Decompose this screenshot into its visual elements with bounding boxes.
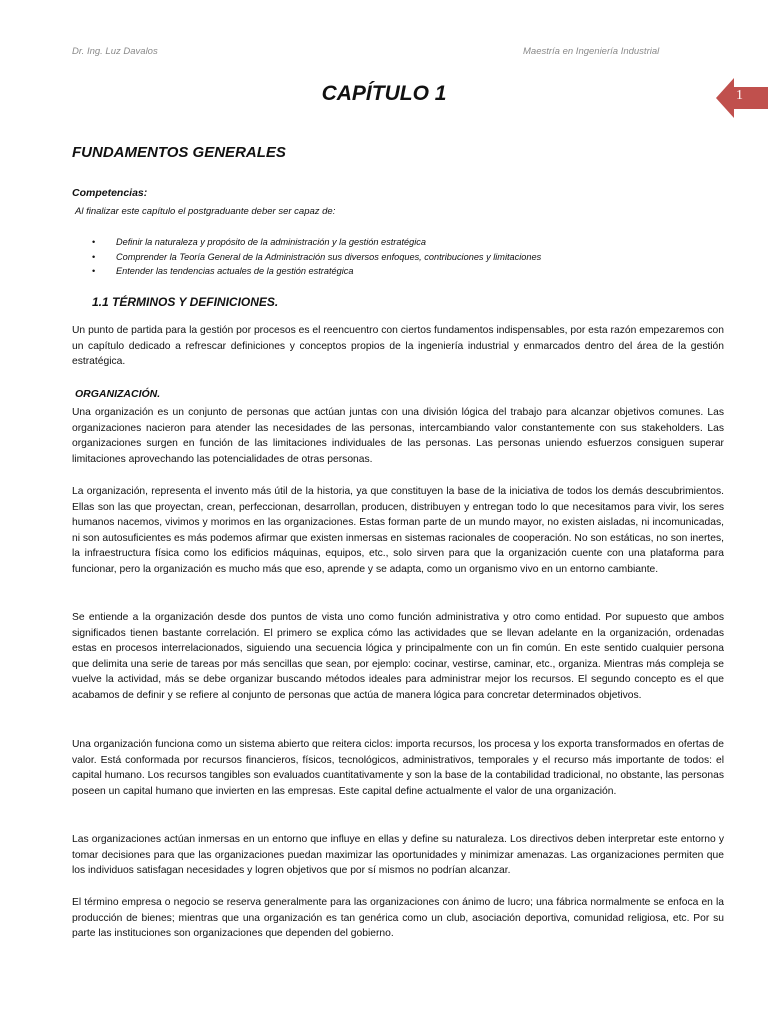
list-item: • Definir la naturaleza y propósito de la administración y la gestión estratégica bbox=[92, 235, 541, 250]
header-author: Dr. Ing. Luz Davalos bbox=[72, 46, 158, 57]
intro-paragraph: Un punto de partida para la gestión por procesos es el reencuentro con ciertos fundamentos indispensables, por esta razón empezaremos con un capítulo dedicado a refrescar definiciones y conceptos propios de la ingeniería industrial y enmarcados dentro del área de la gestión estratégica. bbox=[72, 325, 724, 367]
competencies-intro: Al finalizar este capítulo el postgraduante deber ser capaz de: bbox=[75, 206, 336, 217]
body-paragraph: Una organización es un conjunto de personas que actúan juntas con una división lógica del trabajo para alcanzar objetivos comunes. Las organizaciones nacieron para atender las necesidades de las personas, intercambiando valor constantemente con sus stakeholders. Las organizaciones surgen en función de las limitaciones individuales de las personas. Las personas uniendo esfuerzos consiguen superar limitaciones aprovechando las potencialidades de otras personas. bbox=[72, 407, 724, 465]
header-program: Maestría en Ingeniería Industrial bbox=[523, 46, 660, 57]
bullet-icon: • bbox=[92, 237, 96, 247]
body-paragraph: La organización, representa el invento más útil de la historia, ya que constituyen la base de la iniciativa de todos los demás descubrimientos. Ellas son las que proyectan, crean, perfeccionan, desarrollan, producen, distribuyen y entregan todo lo que necesitamos para vivir, los seres humanos nacemos, vivimos y morimos en las organizaciones. Estas forman parte de un mundo mayor, no existen aisladas, ni incomunicadas, ni son autosuficientes es más podemos afirmar que existen inmersas en sistemas racionales de cooperación. No son estáticas, no son inertes, la infraestructura física como los edificios máquinas, equipos, etc., solo sirven para que la organización cuente con una plataforma para funcionar, pero la organización es mucho más que eso, aprende y se adapta, como un organismo vivo en un entorno cambiante. bbox=[72, 486, 724, 575]
section-title: FUNDAMENTOS GENERALES bbox=[72, 144, 286, 161]
chapter-title: CAPÍTULO 1 bbox=[321, 82, 447, 105]
organization-heading: ORGANIZACIÓN. bbox=[75, 388, 161, 400]
bullet-icon: • bbox=[92, 251, 96, 262]
body-paragraph: El término empresa o negocio se reserva generalmente para las organizaciones con ánimo de lucro; una fábrica normalmente se enfoca en la producción de bienes; mientras que una organización es tan genérica como un club, asociación deportiva, comunidad religiosa, etc. Por su parte las instituciones son organizaciones que dependen del gobierno. bbox=[72, 897, 724, 939]
list-item: • Comprender la Teoría General de la Administración sus diversos enfoques, contribuciones y limitaciones bbox=[92, 250, 541, 265]
list-item: • Entender las tendencias actuales de la gestión estratégica bbox=[92, 264, 541, 279]
competencies-list bbox=[92, 235, 541, 279]
body-paragraph: Las organizaciones actúan inmersas en un entorno que influye en ellas y define su naturaleza. Los directivos deben interpretar este entorno y tomar decisiones para que las organizaciones puedan maximizar las oportunidades y minimizar amenazas. Las organizaciones permiten que los individuos satisfagan necesidades y logren objetivos que por sí mismos no podrían alcanzar. bbox=[72, 834, 724, 876]
bullet-icon: • bbox=[92, 266, 96, 276]
body-paragraph: Una organización funciona como un sistema abierto que reitera ciclos: importa recursos, los procesa y los exporta transformados en ofertas de valor. Está conformada por recursos financieros, físicos, tecnológicos, administrativos, temporales y el recurso más importante de todos: el capital humano. Los recursos tangibles son evaluados cuantitativamente y son la base de la contabilidad tradicional, no obstante, las personas poseen un capital humano que invierten en las empresas. Este capital define actualmente el valor de una organización. bbox=[72, 739, 724, 797]
subsection-title: 1.1 TÉRMINOS Y DEFINICIONES. bbox=[92, 295, 279, 309]
body-paragraph: Se entiende a la organización desde dos puntos de vista uno como función administrativa y otro como entidad. Por supuesto que ambos significados tienen bastante correlación. El primero se explica cómo las actividades que se llevan adelante en la organización, ordenadas estas en procesos interrelacionados, siguiendo una secuencia lógica y principalmente con un fin común. En este sentido cualquier persona que delimita una serie de tareas por más sencillas que sean, por ejemplo: cocinar, vestirse, caminar, etc., organiza. Mientras más compleja se vuelve la actividad, más se debe organizar buscando métodos ideales para administrar mejor los recursos. El segundo concepto es el que acabamos de definir y se refiere al conjunto de personas que actúa de manera lógica para concretar determinados objetivos. bbox=[72, 612, 724, 701]
page-number: 1 bbox=[736, 88, 743, 103]
competencies-title: Competencias: bbox=[72, 187, 148, 199]
